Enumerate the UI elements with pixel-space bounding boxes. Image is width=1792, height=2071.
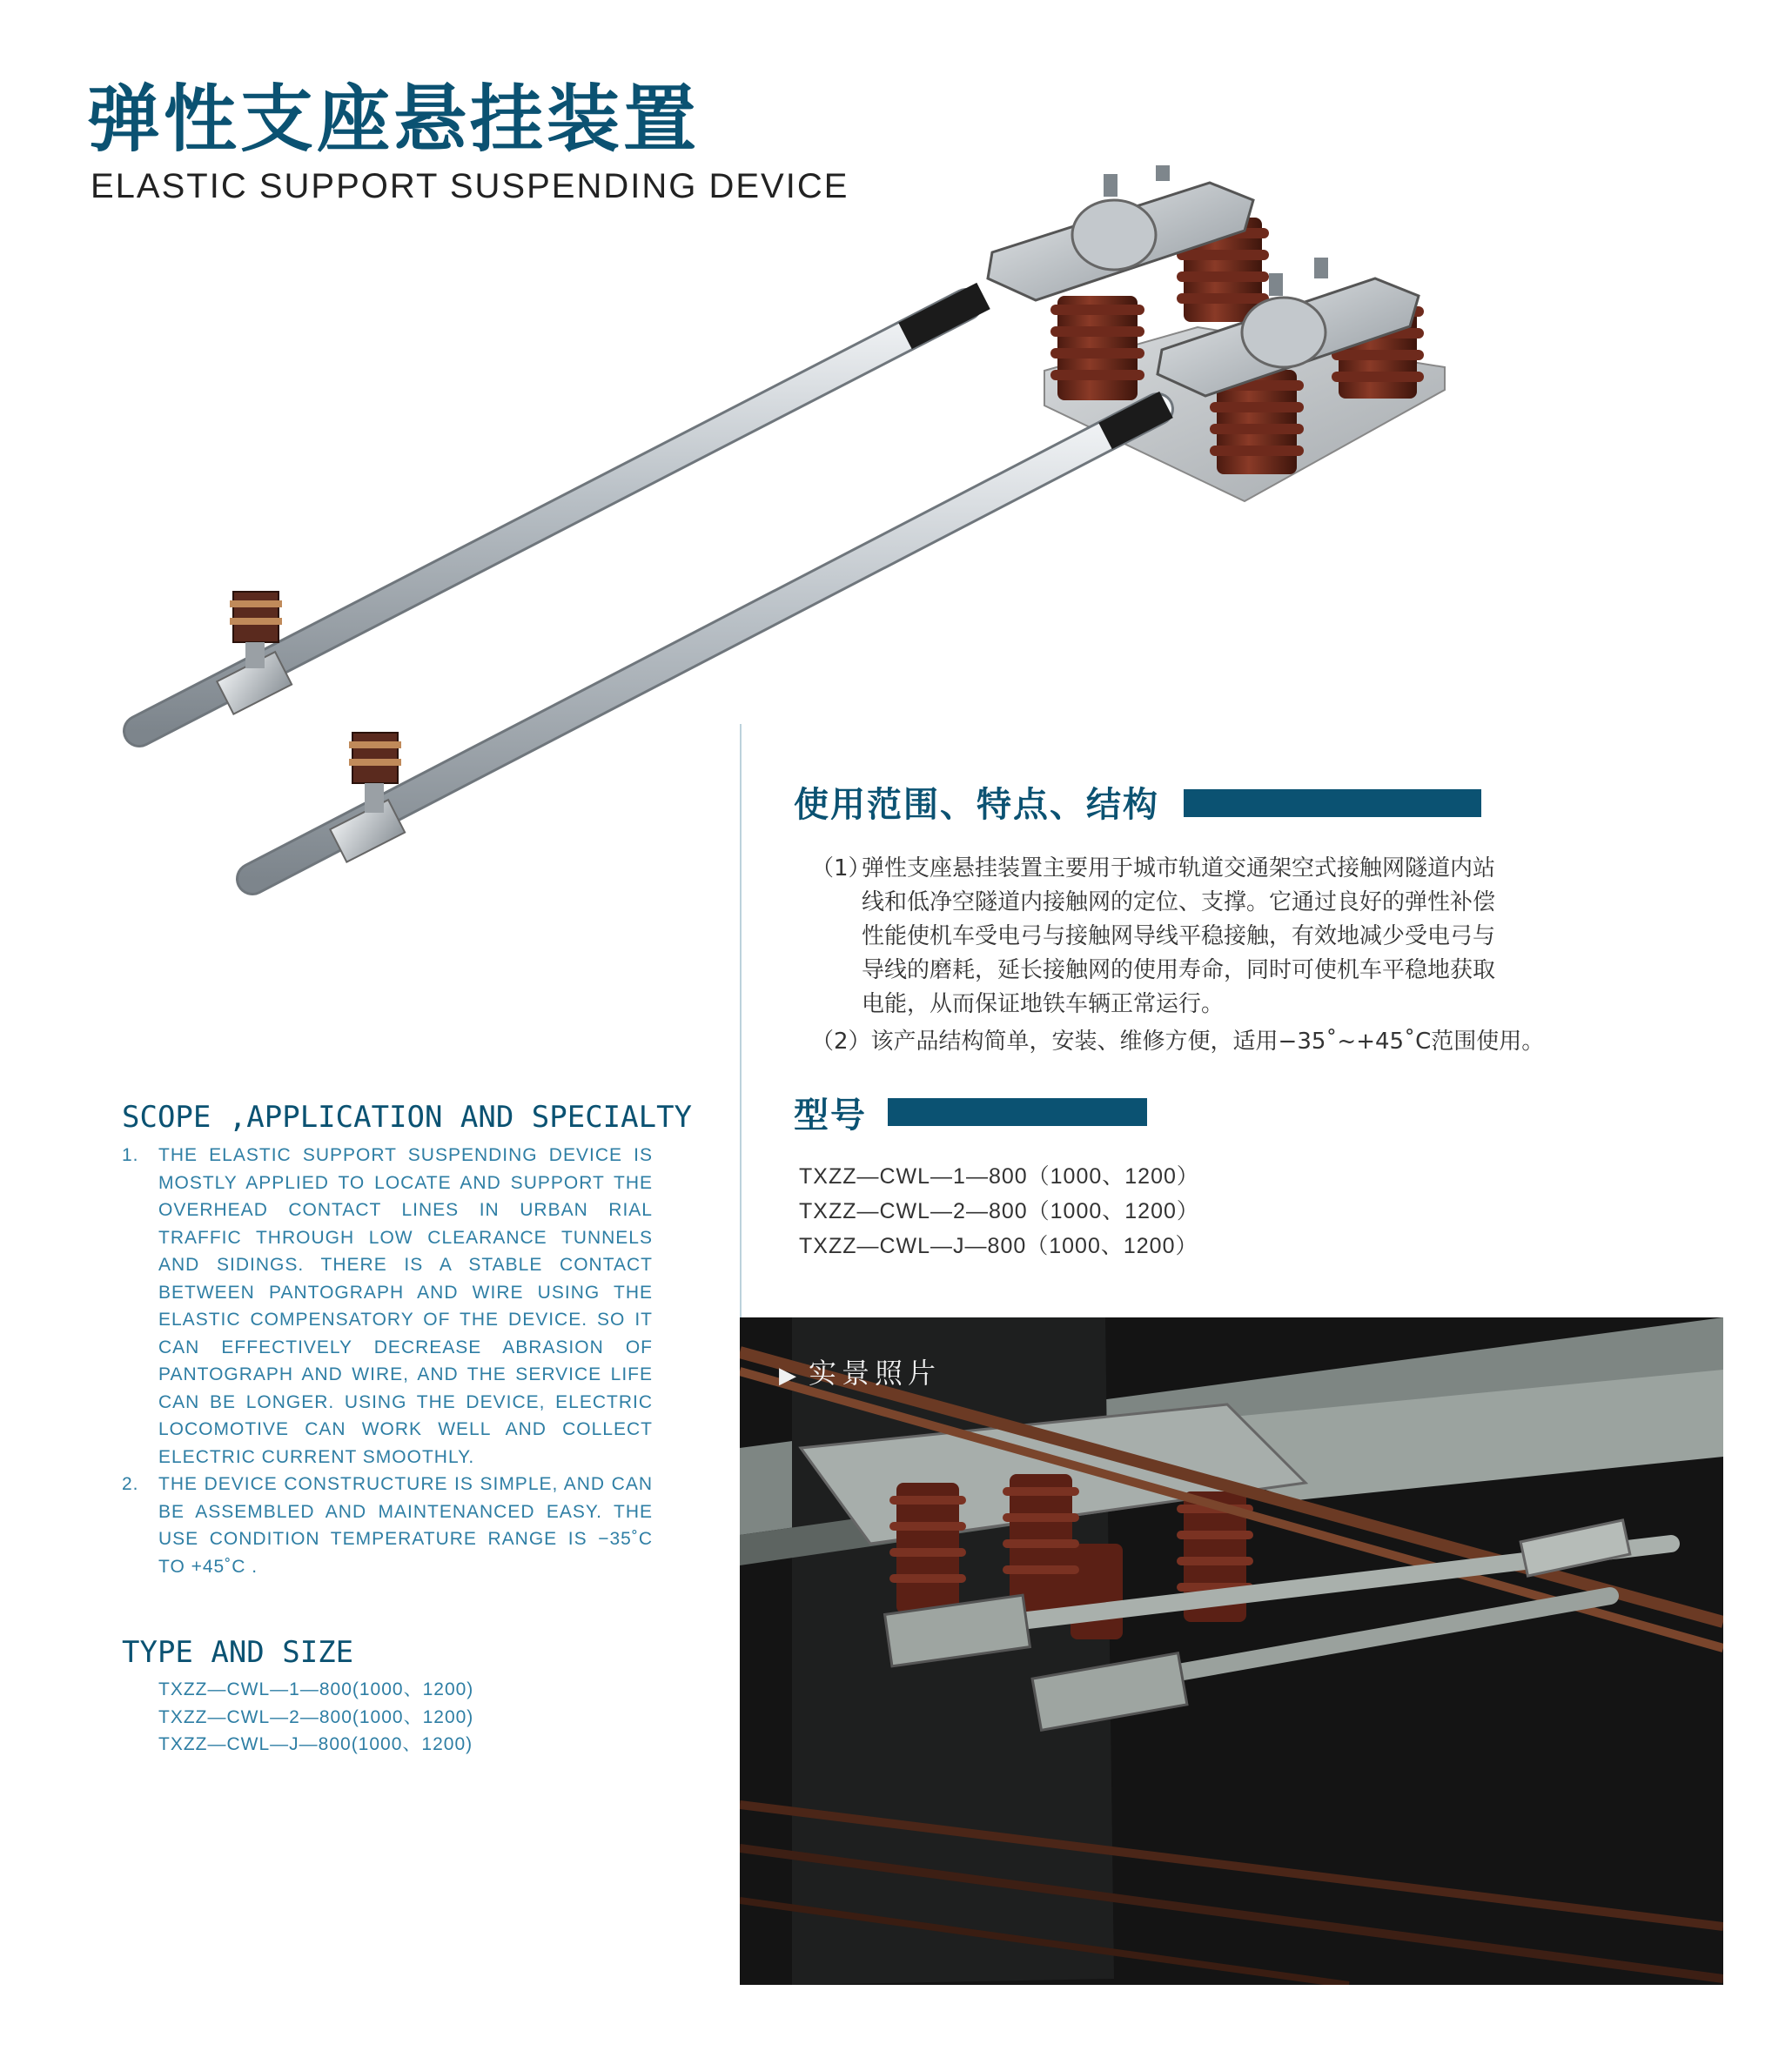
page-title: 弹性支座悬挂装置	[87, 77, 701, 162]
photo-caption	[779, 1357, 942, 1390]
en-scope-item-2-text: THE DEVICE CONSTRUCTURE IS SIMPLE, AND CAN BE ASSEMBLED AND MAINTENANCED EASY. THE USE CONDITION TEMPERATURE RANGE IS −35˚C TO +45˚C .	[158, 1474, 653, 1577]
cn-scope-heading: 使用范围、特点、结构	[794, 785, 1159, 825]
photo-caption-text: 实景照片	[809, 1357, 942, 1390]
heading-accent-bar	[1184, 789, 1481, 817]
list-number: 1.	[122, 1145, 139, 1165]
insulator-back-left	[1050, 296, 1144, 400]
model-item: TXZZ—CWL—J—800(1000、1200)	[158, 1734, 473, 1754]
play-triangle-icon: ▶	[779, 1363, 796, 1389]
en-scope-heading: SCOPE ,APPLICATION AND SPECIALTY	[122, 1100, 693, 1135]
model-item: TXZZ—CWL—1—800（1000、1200）	[799, 1164, 1199, 1189]
cn-scope-item-2	[811, 1025, 1769, 1059]
list-number: 2.	[122, 1474, 139, 1494]
list-number: （2）	[811, 1029, 871, 1055]
model-item: TXZZ—CWL—2—800（1000、1200）	[799, 1199, 1199, 1223]
en-model-list	[158, 1676, 473, 1759]
model-item: TXZZ—CWL—2—800(1000、1200)	[158, 1706, 474, 1727]
list-number: （1）	[811, 855, 871, 881]
cn-model-heading: 型号	[794, 1096, 867, 1136]
cn-scope-item-2-text: 该产品结构简单，安装、维修方便，适用−35˚~+45˚C范围使用。	[870, 1029, 1545, 1055]
heading-accent-bar	[888, 1098, 1147, 1126]
en-scope-item-1-text: THE ELASTIC SUPPORT SUSPENDING DEVICE IS MOSTLY APPLIED TO LOCATE AND SUPPORT THE OVERHEAD CONTACT LINES IN URBAN RIAL TRAFFIC THROUGH LOW CLEARANCE TUNNELS AND SIDINGS. THERE IS A STABLE CONTACT BETWEEN PANTOGRAPH AND WIRE USING THE ELASTIC COMPENSATORY OF THE DEVICE. SO IT CAN EFFECTIVELY DECREASE ABRASION OF PANTOGRAPH AND WIRE, AND THE SERVICE LIFE CAN BE LONGER. USING THE DEVICE, ELECTRIC LOCOMOTIVE CAN WORK WELL AND COLLECT ELECTRIC CURRENT SMOOTHLY.	[158, 1145, 653, 1467]
cn-scope-item-1	[811, 852, 1507, 1017]
page-subtitle: ELASTIC SUPPORT SUSPENDING DEVICE	[91, 167, 849, 205]
cn-model-list	[799, 1159, 1199, 1263]
model-item: TXZZ—CWL—1—800(1000、1200)	[158, 1679, 474, 1699]
cn-scope-item-1-text: 弹性支座悬挂装置主要用于城市轨道交通架空式接触网隧道内站线和低净空隧道内接触网的定位、支撑。它通过良好的弹性补偿性能使机车受电弓与接触网导线平稳接触，有效地减少受电弓与导线的磨耗，延长接触网的使用寿命，同时可使机车平稳地获取电能，从而保证地铁车辆正常运行。	[862, 855, 1496, 1017]
site-photo-scene	[740, 1317, 1723, 1985]
model-item: TXZZ—CWL—J—800（1000、1200）	[799, 1234, 1198, 1258]
column-divider	[740, 724, 742, 1317]
en-type-heading: TYPE AND SIZE	[122, 1635, 354, 1670]
site-photo	[740, 1317, 1723, 1985]
